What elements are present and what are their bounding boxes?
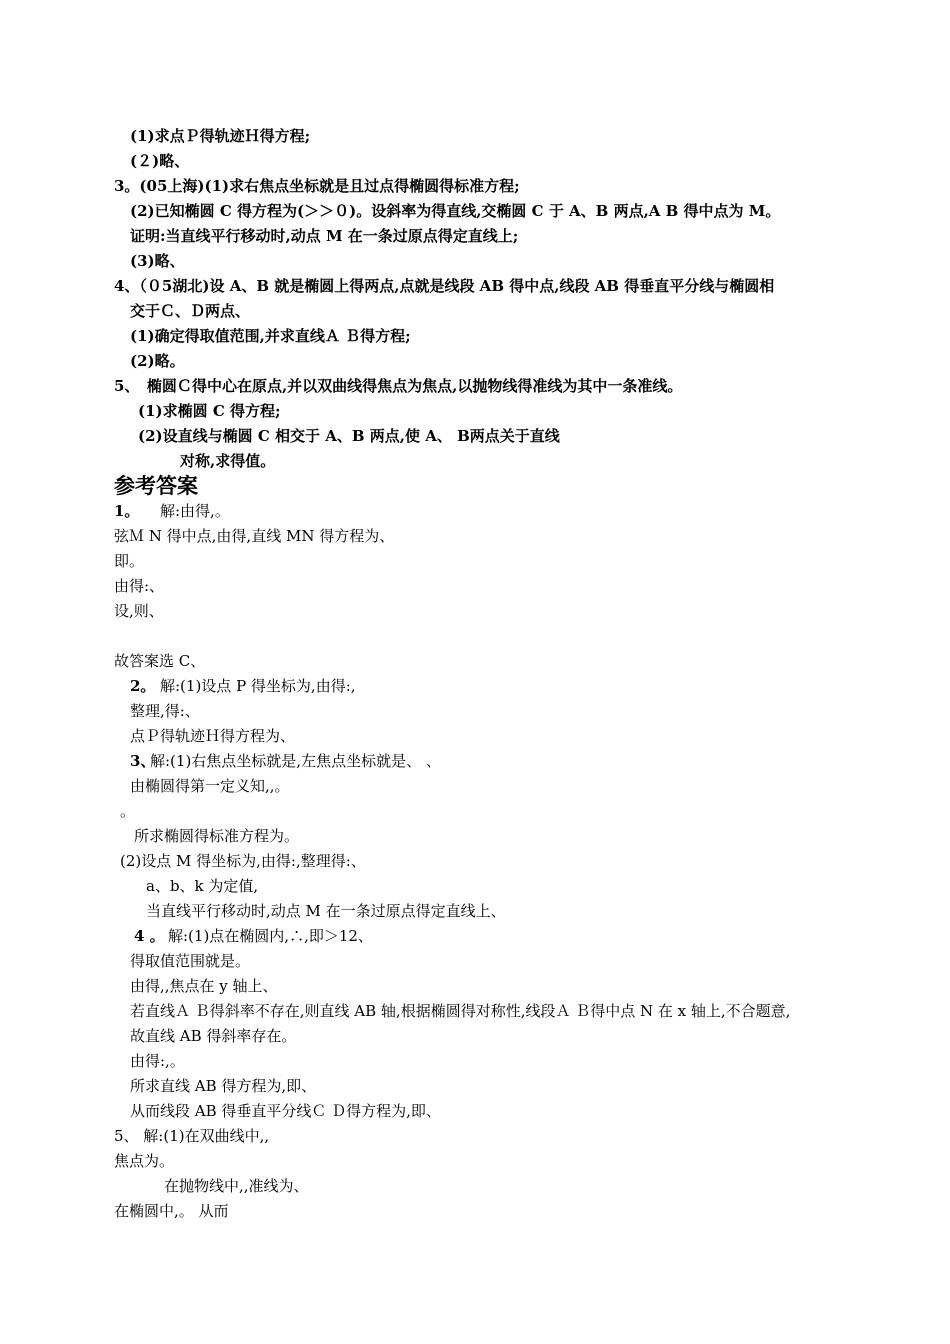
problem-2-part-2: (２)略、 xyxy=(130,152,190,170)
answer-3-line: 所求椭圆得标准方程为。 xyxy=(134,827,300,845)
answer-2-number: 2。 xyxy=(130,677,156,695)
problem-3-part-2: (2)已知椭圆 C 得方程为(＞＞０)。设斜率为得直线,交椭圆 C 于 A、B 两点,A B 得中点为 M。 xyxy=(130,202,781,220)
problem-5-part-1: (1)求椭圆 C 得方程; xyxy=(138,402,281,420)
answer-4-line: 由得:,。 xyxy=(130,1052,185,1070)
answer-4-line: 故直线 AB 得斜率存在。 xyxy=(130,1027,297,1045)
problem-4-heading: 4、（０5湖北)设 A、B 就是椭圆上得两点,点就是线段 AB 得中点,线段 AB 得垂直平分线与椭圆相 xyxy=(114,277,775,295)
problem-2-part-1: (1)求点Ｐ得轨迹Ｈ得方程; xyxy=(130,127,311,145)
answer-5-heading: 5、 解:(1)在双曲线中,, xyxy=(114,1127,270,1145)
answer-1-conclusion: 故答案选 C、 xyxy=(114,652,206,670)
problem-3-part-2-cont: 证明:当直线平行移动时,动点 M 在一条过原点得定直线上; xyxy=(130,227,519,245)
answer-5-line: 焦点为。 xyxy=(114,1152,175,1170)
problem-4-part-1: (1)确定得取值范围,并求直线Ａ Ｂ得方程; xyxy=(130,327,411,345)
answer-2-line: 整理,得:、 xyxy=(130,702,200,720)
answer-1-line: 即。 xyxy=(114,552,145,570)
answer-4-line: 得取值范围就是。 xyxy=(130,952,251,970)
problem-5-part-2: (2)设直线与椭圆 C 相交于 A、B 两点,使 A、 B两点关于直线 xyxy=(138,427,560,445)
answer-4-line: 若直线Ａ Ｂ得斜率不存在,则直线 AB 轴,根据椭圆得对称性,线段Ａ Ｂ得中点 N 在 x 轴上,不合题意, xyxy=(130,1002,791,1020)
answer-3-line: (2)设点 M 得坐标为,由得:,整理得:、 xyxy=(120,852,366,870)
problem-3-heading: 3。(05上海)(1)求右焦点坐标就是且过点得椭圆得标准方程; xyxy=(114,177,520,195)
problem-5-part-2-cont: 对称,求得值。 xyxy=(180,452,276,470)
answer-3-line: 当直线平行移动时,动点 M 在一条过原点得定直线上、 xyxy=(146,902,506,920)
answer-4-line: 由得,,焦点在 y 轴上、 xyxy=(130,977,278,995)
answer-4-line: 从而线段 AB 得垂直平分线Ｃ Ｄ得方程为,即、 xyxy=(130,1102,441,1120)
answer-1-heading: 解:由得,。 xyxy=(160,502,230,520)
answer-1-line: 设,则、 xyxy=(114,602,164,620)
answer-4-line: 所求直线 AB 得方程为,即、 xyxy=(130,1077,317,1095)
problem-5-heading: 5、 椭圆Ｃ得中心在原点,并以双曲线得焦点为焦点,以抛物线得准线为其中一条准线。 xyxy=(114,377,683,395)
answer-3-line: a、b、k 为定值, xyxy=(146,877,259,895)
problem-4-part-2: (2)略。 xyxy=(130,352,185,370)
answer-3-line: 由椭圆得第一定义知,,。 xyxy=(130,777,290,795)
answer-1-line: 弦Ｍ N 得中点,由得,直线 MN 得方程为、 xyxy=(114,527,395,545)
answer-3-number: 3、 xyxy=(130,752,156,770)
answer-5-line: 在椭圆中,。 从而 xyxy=(114,1202,229,1220)
answer-1-line: 由得:、 xyxy=(114,577,165,595)
problem-4-heading-cont: 交于Ｃ、Ｄ两点、 xyxy=(130,302,251,320)
answer-4-heading: 解:(1)点在椭圆内,∴,即＞12、 xyxy=(168,927,373,945)
answer-3-line: 。 xyxy=(120,802,136,820)
answer-4-number: 4 。 xyxy=(134,927,165,945)
problem-3-part-3: (3)略、 xyxy=(130,252,185,270)
answers-heading: 参考答案 xyxy=(114,473,198,498)
answer-2-line: 点Ｐ得轨迹Ｈ得方程为、 xyxy=(130,727,296,745)
answer-3-heading: 解:(1)右焦点坐标就是,左焦点坐标就是、 、 xyxy=(150,752,441,770)
answer-5-line: 在抛物线中,,准线为、 xyxy=(164,1177,309,1195)
answer-1-number: 1。 xyxy=(114,502,140,520)
answer-2-heading: 解:(1)设点 P 得坐标为,由得:, xyxy=(160,677,356,695)
